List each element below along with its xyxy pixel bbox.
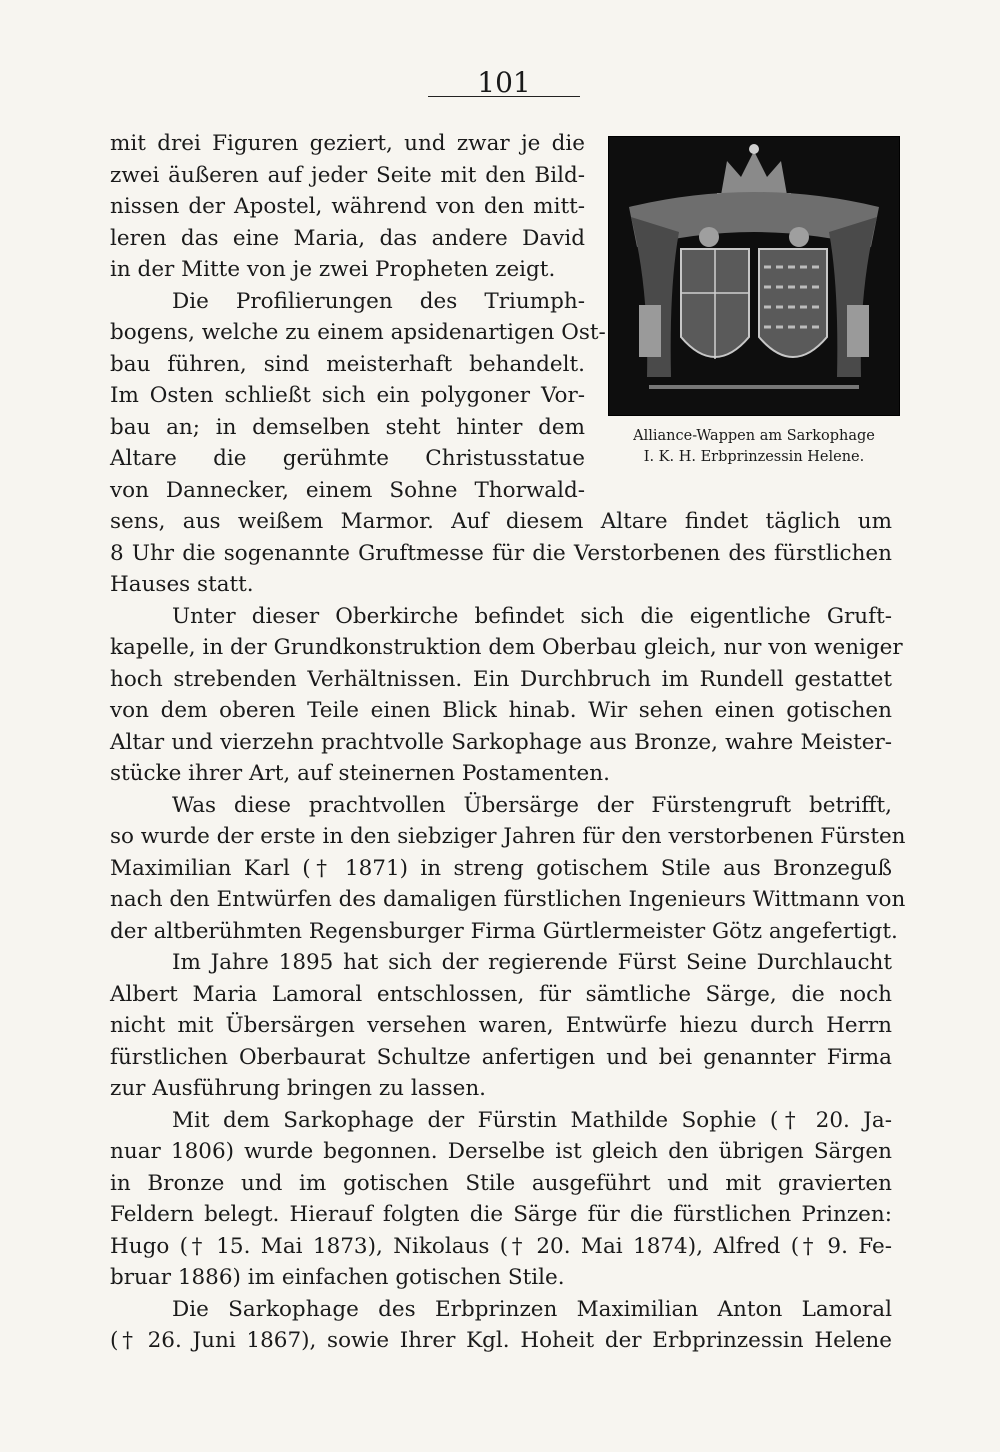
- header-rule: [428, 96, 580, 97]
- text-line: bau führen, sind meisterhaft behandelt.: [110, 351, 585, 377]
- text-line: Im Osten schließt sich ein polygoner Vor-: [110, 383, 585, 408]
- body-text-full-width: [110, 506, 906, 1357]
- text-line: Albert Maria Lamoral entschlossen, für sämtliche Särge, die noch: [110, 981, 892, 1007]
- caption-line: Alliance-Wappen am Sarkophage: [633, 428, 875, 444]
- text-line: von Dannecker, einem Sohne Thorwald-: [110, 477, 585, 503]
- text-line: Mit dem Sarkophage der Fürstin Mathilde Sophie († 20. Ja-: [172, 1107, 892, 1133]
- figure-caption: [608, 426, 900, 468]
- text-line: Die Profilierungen des Triumph-: [172, 288, 585, 314]
- text-line: zur Ausführung bringen zu lassen.: [110, 1076, 487, 1101]
- text-line: Hauses statt.: [110, 572, 254, 597]
- text-line: Altare die gerühmte Christusstatue: [110, 446, 585, 471]
- body-text-beside-figure: [110, 128, 606, 506]
- text-line: Feldern belegt. Hierauf folgten die Särge für die fürstlichen Prinzen:: [110, 1202, 892, 1227]
- text-line: zwei äußeren auf jeder Seite mit den Bild-: [110, 162, 585, 188]
- text-line: hoch strebenden Verhältnissen. Ein Durchbruch im Rundell gestattet: [110, 666, 892, 692]
- caption-line: I. K. H. Erbprinzessin Helene.: [643, 449, 865, 465]
- figure: [608, 136, 900, 468]
- text-line: bogens, welche zu einem apsidenartigen Ost-: [110, 320, 606, 345]
- text-line: nuar 1806) wurde begonnen. Derselbe ist gleich den übrigen Särgen: [110, 1139, 892, 1164]
- text-line: nissen der Apostel, während von den mitt-: [110, 194, 585, 219]
- text-line: von dem oberen Teile einen Blick hinab. Wir sehen einen gotischen: [110, 698, 892, 723]
- text-line: Hugo († 15. Mai 1873), Nikolaus († 20. Mai 1874), Alfred († 9. Fe-: [110, 1233, 892, 1259]
- text-line: 8 Uhr die sogenannte Gruftmesse für die Verstorbenen des fürstlichen: [110, 540, 892, 566]
- text-line: Im Jahre 1895 hat sich der regierende Fürst Seine Durchlaucht: [172, 950, 892, 975]
- text-line: mit drei Figuren geziert, und zwar je die: [110, 131, 585, 156]
- text-line: in der Mitte von je zwei Propheten zeigt.: [110, 257, 556, 282]
- text-line: Die Sarkophage des Erbprinzen Maximilian Anton Lamoral: [172, 1296, 892, 1322]
- text-line: der altberühmten Regensburger Firma Gürtlermeister Götz angefertigt.: [110, 918, 898, 944]
- text-line: nach den Entwürfen des damaligen fürstlichen Ingenieurs Wittmann von: [110, 887, 906, 912]
- text-line: Maximilian Karl († 1871) in streng gotischem Stile aus Bronzeguß: [110, 855, 892, 881]
- text-line: Altar und vierzehn prachtvolle Sarkophage aus Bronze, wahre Meister-: [110, 729, 892, 755]
- text-line: stücke ihrer Art, auf steinernen Postamenten.: [110, 761, 610, 786]
- text-line: († 26. Juni 1867), sowie Ihrer Kgl. Hoheit der Erbprinzessin Helene: [110, 1328, 892, 1353]
- text-line: Unter dieser Oberkirche befindet sich die eigentliche Gruft-: [172, 603, 892, 629]
- text-line: nicht mit Übersärgen versehen waren, Entwürfe hiezu durch Herrn: [110, 1013, 892, 1038]
- text-line: bruar 1886) im einfachen gotischen Stile.: [110, 1265, 565, 1290]
- text-line: sens, aus weißem Marmor. Auf diesem Altare findet täglich um: [110, 509, 892, 534]
- text-line: Was diese prachtvollen Übersärge der Fürstengruft betrifft,: [172, 792, 892, 818]
- coat-of-arms-image: [608, 136, 900, 416]
- text-line: bau an; in demselben steht hinter dem: [110, 414, 585, 440]
- text-line: leren das eine Maria, das andere David: [110, 225, 585, 251]
- page-number: 101: [477, 66, 531, 99]
- text-line: in Bronze und im gotischen Stile ausgeführt und mit gravierten: [110, 1170, 892, 1196]
- text-line: kapelle, in der Grundkonstruktion dem Oberbau gleich, nur von weniger: [110, 635, 903, 660]
- text-line: so wurde der erste in den siebziger Jahren für den verstorbenen Fürsten: [110, 824, 906, 849]
- text-line: fürstlichen Oberbaurat Schultze anfertigen und bei genannter Firma: [110, 1044, 892, 1070]
- coat-of-arms-illustration: [609, 137, 899, 415]
